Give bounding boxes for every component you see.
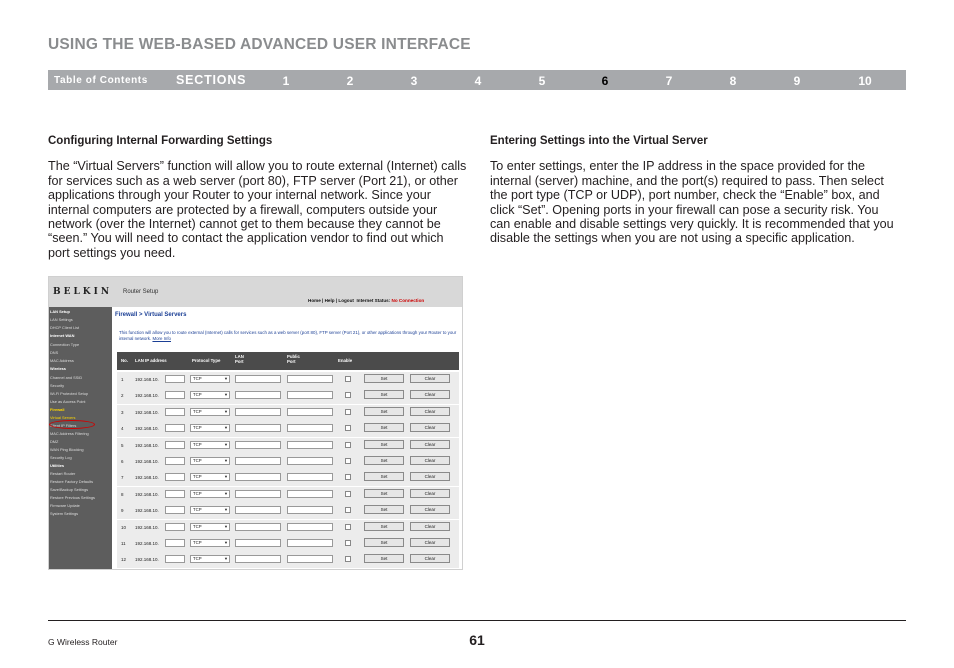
ip-last-octet-input[interactable]	[165, 523, 185, 531]
ip-prefix: 192.168.10.	[135, 393, 159, 399]
section-link-2[interactable]: 2	[346, 74, 354, 88]
router-sidebar-item[interactable]: Security	[50, 382, 65, 388]
right-body: To enter settings, enter the IP address in the space provided for the internal (server) machine, and the port(s) required to pass. Then select the port type (TCP or UDP), port number, check the “Enable” box, and click “Set”. Opening ports in your firewall can pose a security risk. You can enable and disable settings very quickly. It is recommended that you disable the settings when you are not using a specific application.	[490, 159, 894, 246]
set-button[interactable]: Set	[364, 390, 404, 399]
router-sidebar-item[interactable]: MAC Address Filtering	[50, 430, 89, 436]
lan-port-input[interactable]	[235, 457, 281, 465]
enable-checkbox[interactable]	[345, 425, 351, 431]
set-button[interactable]: Set	[364, 440, 404, 449]
clear-button[interactable]: Clear	[410, 489, 450, 498]
router-sidebar-item[interactable]: LAN Setup	[50, 309, 70, 314]
belkin-logo: BELKIN	[53, 287, 113, 297]
router-sidebar-item[interactable]: LAN Settings	[50, 317, 73, 322]
router-sidebar-item[interactable]: Firewall	[50, 406, 65, 412]
router-sidebar	[49, 307, 112, 570]
public-port-input[interactable]	[287, 506, 333, 514]
public-port-input[interactable]	[287, 375, 333, 383]
set-button[interactable]: Set	[364, 472, 404, 481]
router-sidebar-item[interactable]: DNS	[50, 349, 59, 355]
clear-button[interactable]: Clear	[410, 554, 450, 563]
section-link-4[interactable]: 4	[474, 74, 482, 88]
ip-prefix: 192.168.10.	[135, 524, 159, 530]
protocol-select[interactable]: TCP ▼	[190, 539, 230, 547]
enable-checkbox[interactable]	[345, 458, 351, 464]
clear-button[interactable]: Clear	[410, 505, 450, 514]
table-row	[117, 438, 459, 454]
row-number: 7	[121, 475, 124, 481]
col-no: No.	[121, 358, 128, 363]
set-button[interactable]: Set	[364, 374, 404, 383]
protocol-select[interactable]: TCP ▼	[190, 473, 230, 481]
lan-port-input[interactable]	[235, 506, 281, 514]
lan-port-input[interactable]	[235, 375, 281, 383]
public-port-input[interactable]	[287, 408, 333, 416]
clear-button[interactable]: Clear	[410, 407, 450, 416]
router-header-bar	[49, 277, 463, 307]
enable-checkbox[interactable]	[345, 409, 351, 415]
router-page-title: Firewall > Virtual Servers	[115, 312, 187, 318]
ip-last-octet-input[interactable]	[165, 539, 185, 547]
virtual-server-table-header	[117, 352, 459, 370]
chevron-down-icon: ▼	[224, 376, 228, 381]
protocol-select[interactable]: TCP ▼	[190, 555, 230, 563]
table-row	[117, 470, 459, 486]
enable-checkbox[interactable]	[345, 507, 351, 513]
ip-last-octet-input[interactable]	[165, 441, 185, 449]
ip-prefix: 192.168.10.	[135, 377, 159, 382]
internet-status-label: Internet Status:	[356, 298, 391, 303]
lan-port-input[interactable]	[235, 441, 281, 449]
row-number: 9	[121, 508, 124, 514]
lan-port-input[interactable]	[235, 408, 281, 416]
router-sidebar-item[interactable]: Use as Access Point	[50, 398, 86, 404]
table-row	[117, 552, 459, 568]
protocol-select[interactable]: TCP ▼	[190, 391, 230, 399]
router-setup-title: Router Setup	[123, 289, 159, 295]
protocol-select[interactable]: TCP ▼	[190, 441, 230, 449]
chevron-down-icon: ▼	[224, 441, 228, 447]
section-link-5[interactable]: 5	[538, 74, 546, 88]
clear-button[interactable]: Clear	[410, 423, 450, 432]
row-number: 3	[121, 409, 124, 415]
router-sidebar-item[interactable]: Restart Router	[50, 471, 76, 477]
ip-prefix: 192.168.10.	[135, 475, 159, 481]
set-button[interactable]: Set	[364, 489, 404, 498]
left-heading: Configuring Internal Forwarding Settings	[48, 135, 273, 147]
row-number: 11	[121, 541, 126, 546]
router-sidebar-item[interactable]: Firmware Update	[50, 503, 80, 509]
more-info-link[interactable]: More Info	[152, 335, 171, 341]
clear-button[interactable]: Clear	[410, 390, 450, 399]
col-lan-ip: LAN IP address	[135, 358, 167, 363]
router-sidebar-item[interactable]: Security Log	[50, 454, 72, 460]
ip-last-octet-input[interactable]	[165, 506, 185, 514]
set-button[interactable]: Set	[364, 423, 404, 432]
set-button[interactable]: Set	[364, 522, 404, 531]
router-sidebar-item[interactable]: Save/Backup Settings	[50, 487, 89, 493]
enable-checkbox[interactable]	[345, 376, 351, 382]
footer-divider	[48, 620, 906, 621]
enable-checkbox[interactable]	[345, 442, 351, 448]
enable-checkbox[interactable]	[345, 556, 351, 562]
router-sidebar-item[interactable]: Channel and SSID	[50, 374, 83, 380]
table-row	[117, 454, 459, 470]
section-link-1[interactable]: 1	[282, 74, 290, 88]
router-sidebar-item[interactable]: Wireless	[50, 365, 66, 371]
home-help-logout-links[interactable]: Home | Help | Logout	[308, 298, 354, 303]
router-sidebar-item[interactable]: Restore Factory Defaults	[50, 479, 94, 485]
right-heading: Entering Settings into the Virtual Server	[490, 135, 708, 147]
router-sidebar-item[interactable]: System Settings	[50, 511, 79, 517]
highlight-circle	[49, 420, 95, 429]
col-public-port: Public Port	[287, 354, 300, 364]
chevron-down-icon: ▼	[224, 392, 228, 398]
router-page-description	[119, 330, 459, 342]
lan-port-input[interactable]	[235, 490, 281, 498]
chevron-down-icon: ▼	[224, 458, 228, 463]
router-screenshot	[48, 276, 463, 570]
protocol-select[interactable]: TCP ▼	[190, 457, 230, 465]
page-number: 61	[469, 632, 485, 648]
left-body: The “Virtual Servers” function will allow you to route external (Internet) calls for services such as a web server (port 80), FTP server (Port 21), or other applications through your Router to your internal network. Since your internal computers are protected by a firewall, computers outside your network (over the Internet) cannot get to them because they cannot be “seen.” You will need to contact the application vendor to find out which port settings you need.	[48, 159, 467, 260]
public-port-input[interactable]	[287, 539, 333, 547]
protocol-select[interactable]: TCP ▼	[190, 490, 230, 498]
row-number: 12	[121, 557, 127, 563]
ip-prefix: 192.168.10.	[135, 508, 159, 514]
section-link-10[interactable]: 10	[858, 74, 872, 88]
table-row	[117, 536, 459, 552]
clear-button[interactable]: Clear	[410, 538, 450, 547]
enable-checkbox[interactable]	[345, 491, 351, 497]
ip-last-octet-input[interactable]	[165, 424, 185, 432]
clear-button[interactable]: Clear	[410, 522, 450, 531]
row-number: 8	[121, 491, 124, 497]
page-header-title: USING THE WEB-BASED ADVANCED USER INTERFACE	[48, 36, 471, 53]
ip-prefix: 192.168.10.	[135, 491, 159, 497]
ip-prefix: 192.168.10.	[135, 541, 159, 546]
clear-button[interactable]: Clear	[410, 456, 450, 465]
table-row	[117, 388, 459, 404]
public-port-input[interactable]	[287, 391, 333, 399]
public-port-input[interactable]	[287, 555, 333, 563]
chevron-down-icon: ▼	[224, 523, 228, 529]
section-link-9[interactable]: 9	[793, 74, 801, 88]
chevron-down-icon: ▼	[224, 474, 228, 480]
router-sidebar-item[interactable]: Utilities	[50, 462, 65, 468]
ip-last-octet-input[interactable]	[165, 490, 185, 498]
router-top-links	[308, 298, 424, 303]
enable-checkbox[interactable]	[345, 540, 351, 546]
table-row	[117, 503, 459, 519]
public-port-input[interactable]	[287, 490, 333, 498]
description-text: This function will allow you to route external (Internet) calls for services such as a web server (port 80), FTP server (Port 21), or other applications through your Router to your internal network.	[119, 330, 457, 341]
section-nav-bar	[48, 70, 906, 90]
lan-port-input[interactable]	[235, 523, 281, 531]
ip-last-octet-input[interactable]	[165, 391, 185, 399]
router-sidebar-item[interactable]: Virtual Servers	[50, 414, 76, 420]
router-sidebar-item[interactable]: MAC Address	[50, 357, 74, 363]
public-port-input[interactable]	[287, 457, 333, 465]
row-number: 10	[121, 524, 127, 530]
public-port-input[interactable]	[287, 424, 333, 432]
section-link-6-active[interactable]: 6	[601, 74, 609, 88]
protocol-select[interactable]: TCP ▼	[190, 424, 230, 432]
set-button[interactable]: Set	[364, 505, 404, 514]
ip-last-octet-input[interactable]	[165, 457, 185, 465]
lan-port-input[interactable]	[235, 473, 281, 481]
table-row	[117, 487, 459, 503]
router-sidebar-item[interactable]: WAN Ping Blocking	[50, 446, 84, 452]
col-protocol: Protocol Type	[192, 358, 221, 363]
left-column	[48, 134, 468, 260]
chevron-down-icon: ▼	[224, 425, 228, 431]
right-column	[490, 134, 902, 246]
ip-last-octet-input[interactable]	[165, 555, 185, 563]
section-link-8[interactable]: 8	[729, 74, 737, 88]
router-sidebar-item[interactable]: Wi-Fi Protected Setup	[50, 390, 89, 396]
public-port-input[interactable]	[287, 441, 333, 449]
lan-port-input[interactable]	[235, 539, 281, 547]
table-row	[117, 405, 459, 421]
lan-port-input[interactable]	[235, 424, 281, 432]
router-sidebar-item[interactable]: Restore Previous Settings	[50, 495, 95, 501]
section-link-3[interactable]: 3	[410, 74, 418, 88]
col-enable: Enable	[338, 358, 353, 363]
row-number: 4	[121, 426, 124, 432]
ip-prefix: 192.168.10.	[135, 459, 159, 464]
table-row	[117, 372, 459, 388]
internet-status-value: No Connection	[391, 298, 425, 303]
table-of-contents-link[interactable]: Table of Contents	[54, 75, 148, 86]
protocol-select[interactable]: TCP ▼	[190, 506, 230, 514]
ip-prefix: 192.168.10.	[135, 409, 159, 415]
ip-last-octet-input[interactable]	[165, 375, 185, 383]
protocol-select[interactable]: TCP ▼	[190, 523, 230, 531]
set-button[interactable]: Set	[364, 554, 404, 563]
enable-checkbox[interactable]	[345, 474, 351, 480]
set-button[interactable]: Set	[364, 407, 404, 416]
set-button[interactable]: Set	[364, 456, 404, 465]
section-link-7[interactable]: 7	[665, 74, 673, 88]
row-number: 2	[121, 393, 124, 399]
ip-last-octet-input[interactable]	[165, 473, 185, 481]
clear-button[interactable]: Clear	[410, 374, 450, 383]
clear-button[interactable]: Clear	[410, 472, 450, 481]
row-number: 6	[121, 459, 124, 464]
chevron-down-icon: ▼	[224, 507, 228, 513]
enable-checkbox[interactable]	[345, 524, 351, 530]
footer-product-name: G Wireless Router	[48, 637, 118, 647]
router-sidebar-item[interactable]: Client IP Filters	[50, 422, 77, 428]
ip-prefix: 192.168.10.	[135, 442, 159, 448]
lan-port-input[interactable]	[235, 555, 281, 563]
public-port-input[interactable]	[287, 473, 333, 481]
row-number: 5	[121, 442, 124, 448]
router-sidebar-item[interactable]: Connection Type	[50, 341, 80, 347]
router-sidebar-item[interactable]: DHCP Client List	[50, 325, 80, 330]
chevron-down-icon: ▼	[224, 556, 228, 562]
enable-checkbox[interactable]	[345, 392, 351, 398]
chevron-down-icon: ▼	[224, 490, 228, 496]
table-row	[117, 421, 459, 437]
lan-port-input[interactable]	[235, 391, 281, 399]
router-sidebar-item[interactable]: Internet WAN	[50, 333, 75, 338]
sections-label: SECTIONS	[176, 73, 247, 87]
ip-last-octet-input[interactable]	[165, 408, 185, 416]
chevron-down-icon: ▼	[224, 540, 228, 545]
table-row	[117, 520, 459, 536]
ip-prefix: 192.168.10.	[135, 426, 159, 432]
row-number: 1	[121, 377, 124, 382]
set-button[interactable]: Set	[364, 538, 404, 547]
chevron-down-icon: ▼	[224, 408, 228, 414]
ip-prefix: 192.168.10.	[135, 557, 159, 563]
clear-button[interactable]: Clear	[410, 440, 450, 449]
protocol-select[interactable]: TCP ▼	[190, 375, 230, 383]
col-lan-port: LAN Port	[235, 354, 244, 364]
router-sidebar-item[interactable]: DMZ	[50, 438, 59, 444]
public-port-input[interactable]	[287, 523, 333, 531]
protocol-select[interactable]: TCP ▼	[190, 408, 230, 416]
